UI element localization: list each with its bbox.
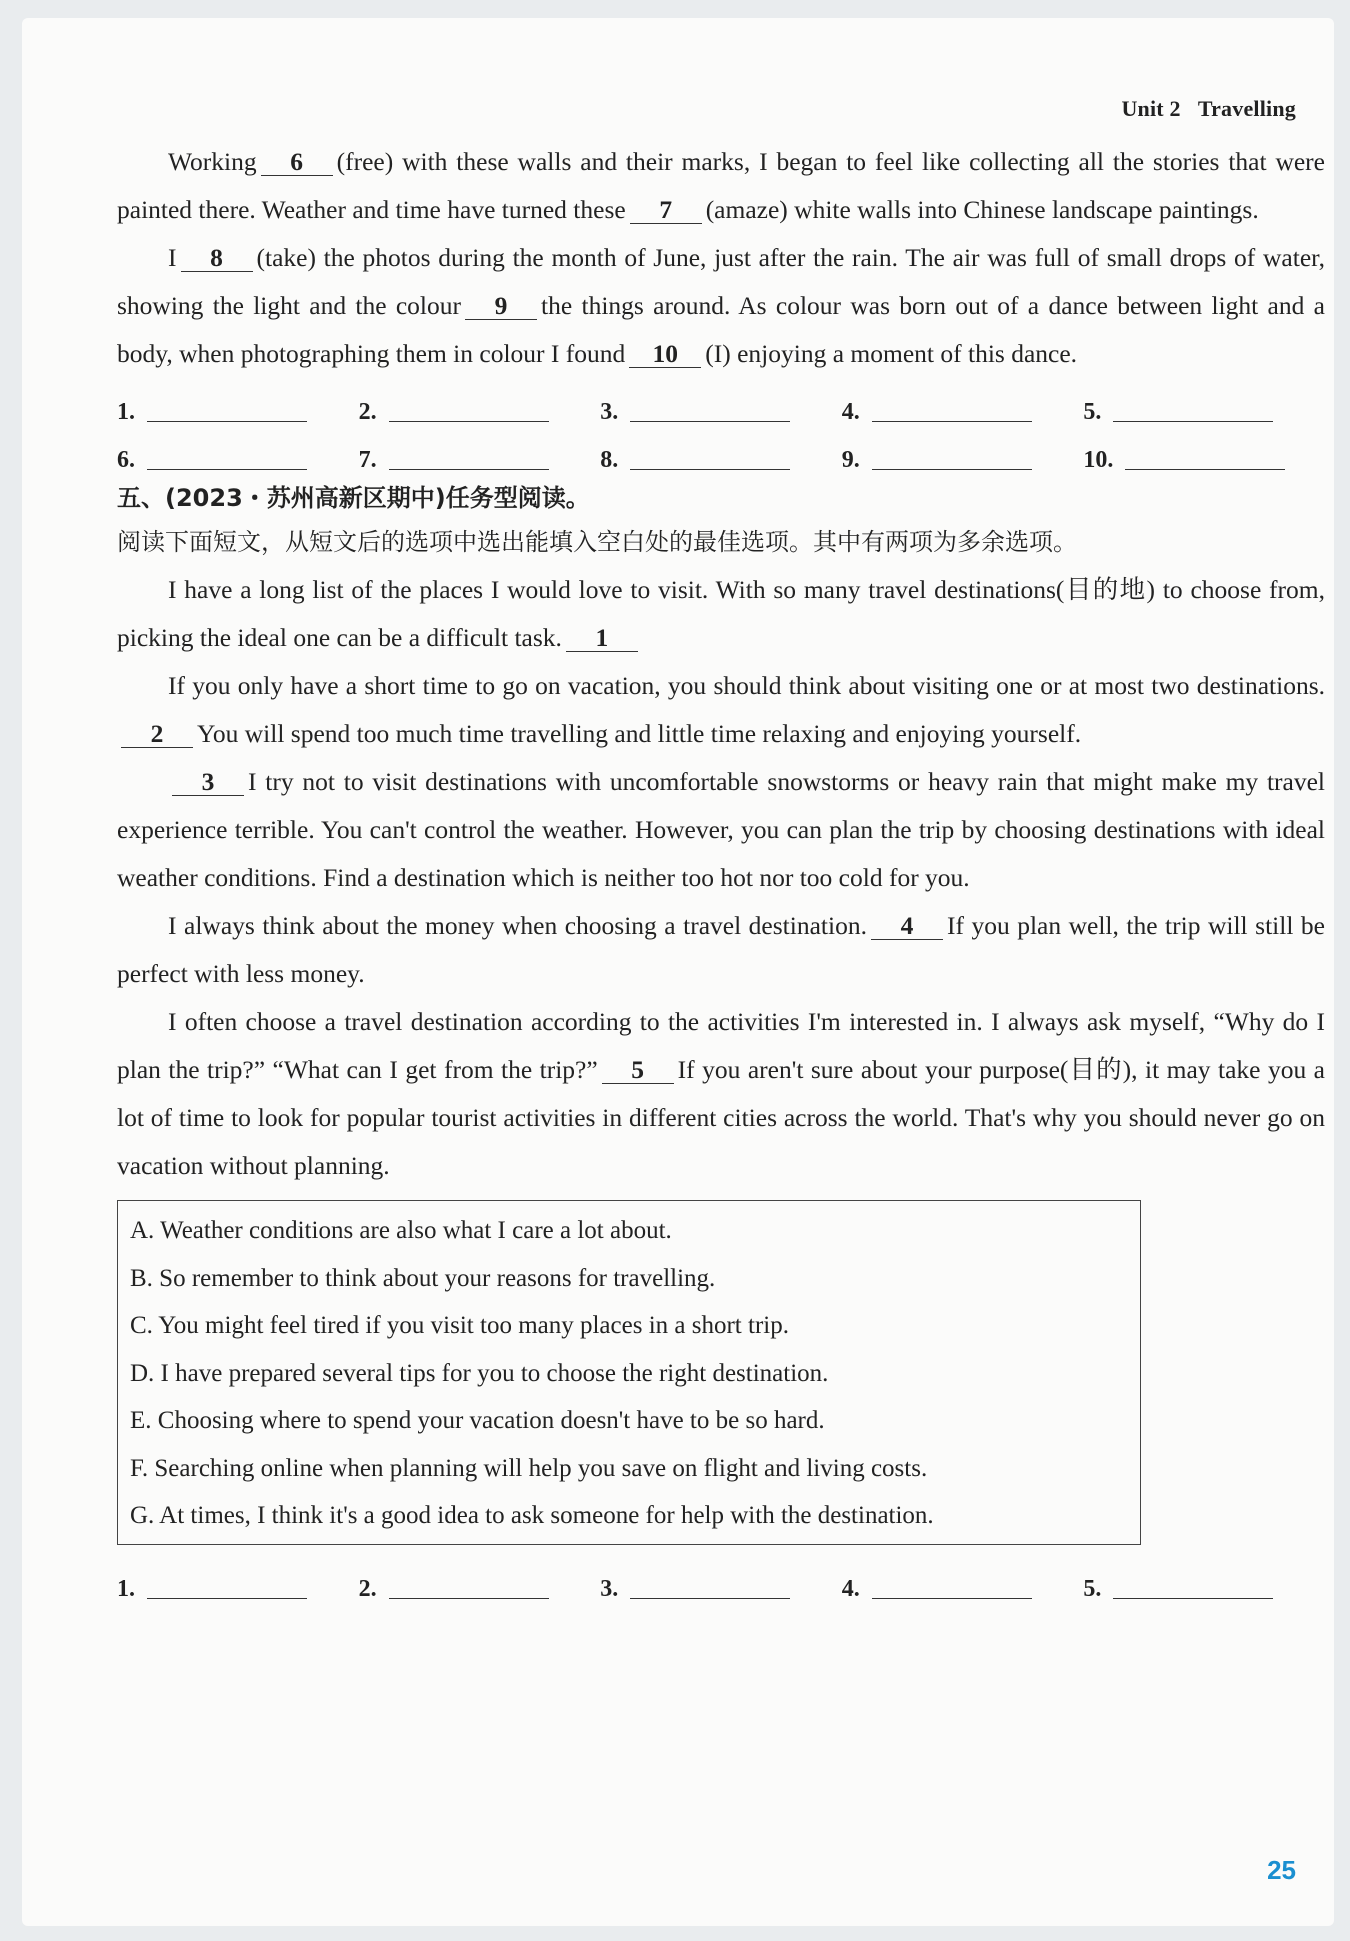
answer-line xyxy=(147,1597,307,1599)
answer-cell[interactable]: 2. xyxy=(359,399,601,426)
answer-cell[interactable]: 3. xyxy=(600,399,842,426)
blank-3[interactable]: 3 xyxy=(172,769,244,796)
answer-row-1-5 xyxy=(117,378,1325,426)
unit-title: Travelling xyxy=(1197,96,1296,121)
paragraph-activities: I often choose a travel destination according to the activities I'm interested in. I always ask myself, “Why do I plan the trip?” “What can I get from the trip?” 5 If you aren't sure about your purpose(目的), it may take you a lot of time to look for popular tourist activities in different cities across the world. That's why you should never go on vacation without planning. xyxy=(117,1007,1325,1180)
paragraph-working: Working 6 (free) with these walls and their marks, I began to feel like collecting all the stories that were painted there. Weather and time have turned these 7 (amaze) white walls into Chinese landscape paintings. xyxy=(117,147,1325,224)
answer-cell[interactable]: 3. xyxy=(600,1576,842,1603)
answer-line xyxy=(389,1597,549,1599)
answer-cell[interactable]: 1. xyxy=(117,1576,359,1603)
page-content xyxy=(117,138,1325,1603)
answer-line xyxy=(389,420,549,422)
option-g: G. At times, I think it's a good idea to ask someone for help with the destination. xyxy=(130,1502,934,1529)
answer-cell[interactable]: 6. xyxy=(117,447,359,474)
unit-label: Unit 2 xyxy=(1121,96,1181,121)
blank-9[interactable]: 9 xyxy=(465,293,537,320)
blank-7[interactable]: 7 xyxy=(630,197,702,224)
answer-line xyxy=(630,1597,790,1599)
answer-line xyxy=(1113,420,1273,422)
answer-line xyxy=(147,420,307,422)
blank-4[interactable]: 4 xyxy=(871,913,943,940)
option-f: F. Searching online when planning will help you save on flight and living costs. xyxy=(130,1454,928,1482)
answer-line xyxy=(1113,1597,1273,1599)
answer-line xyxy=(147,468,307,470)
blank-6[interactable]: 6 xyxy=(261,149,333,176)
page-number: 25 xyxy=(1267,1855,1296,1885)
option-b: B. So remember to think about your reasons for travelling. xyxy=(130,1264,716,1292)
running-header xyxy=(1121,96,1296,122)
option-e: E. Choosing where to spend your vacation doesn't have to be so hard. xyxy=(130,1407,825,1434)
answer-line xyxy=(630,420,790,422)
answer-line xyxy=(872,420,1032,422)
answer-line xyxy=(630,468,790,470)
paragraph-weather: 3 I try not to visit destinations with uncomfortable snowstorms or heavy rain that might make my travel experience terrible. You can't control the weather. However, you can plan the trip by choosing destinations with ideal weather conditions. Find a destination which is neither too hot nor too cold for you. xyxy=(117,767,1325,892)
answer-line xyxy=(389,468,549,470)
answer-row-task-reading xyxy=(117,1555,1325,1603)
paragraph-short-time: If you only have a short time to go on vacation, you should think about visiting one or at most two destinations.2 You will spend too much time travelling and little time relaxing and enjoying yourself. xyxy=(117,662,1325,758)
section-title: 五、(2023・苏州高新区期中)任务型阅读。 xyxy=(117,484,590,512)
section-instruction: 阅读下面短文，从短文后的选项中选出能填入空白处的最佳选项。其中有两项为多余选项。 xyxy=(117,528,1077,556)
answer-cell[interactable]: 4. xyxy=(842,1576,1084,1603)
answer-cell[interactable]: 5. xyxy=(1083,1576,1325,1603)
blank-1[interactable]: 1 xyxy=(566,625,638,652)
option-c: C. You might feel tired if you visit too many places in a short trip. xyxy=(130,1312,789,1339)
blank-8[interactable]: 8 xyxy=(181,245,253,272)
blank-2[interactable]: 2 xyxy=(121,721,193,748)
workbook-page xyxy=(22,18,1334,1926)
answer-row-6-10 xyxy=(117,426,1325,474)
option-d: D. I have prepared several tips for you to choose the right destination. xyxy=(130,1359,829,1387)
answer-cell[interactable]: 9. xyxy=(842,447,1084,474)
answer-line xyxy=(872,468,1032,470)
paragraph-money: I always think about the money when choosing a travel destination. 4 If you plan well, the trip will still be perfect with less money. xyxy=(117,911,1325,988)
paragraph-photos: I 8 (take) the photos during the month of June, just after the rain. The air was full of small drops of water, showing the light and the colour 9 the things around. As colour was born out of a dance between light and a body, when photographing them in colour I found 10 (I) enjoying a moment of this dance. xyxy=(117,243,1325,368)
options-box xyxy=(117,1200,1141,1545)
answer-cell[interactable]: 4. xyxy=(842,399,1084,426)
blank-5[interactable]: 5 xyxy=(602,1057,674,1084)
answer-cell[interactable]: 1. xyxy=(117,399,359,426)
answer-cell[interactable]: 10. xyxy=(1083,447,1325,474)
answer-line xyxy=(1125,468,1285,470)
answer-line xyxy=(872,1597,1032,1599)
paragraph-list: I have a long list of the places I would love to visit. With so many travel destinations(目的地) to choose from, picking the ideal one can be a difficult task. 1 xyxy=(117,575,1325,652)
answer-cell[interactable]: 8. xyxy=(600,447,842,474)
answer-cell[interactable]: 2. xyxy=(359,1576,601,1603)
blank-10[interactable]: 10 xyxy=(629,341,701,368)
answer-cell[interactable]: 7. xyxy=(359,447,601,474)
option-a: A. Weather conditions are also what I care a lot about. xyxy=(130,1217,672,1244)
answer-cell[interactable]: 5. xyxy=(1083,399,1325,426)
